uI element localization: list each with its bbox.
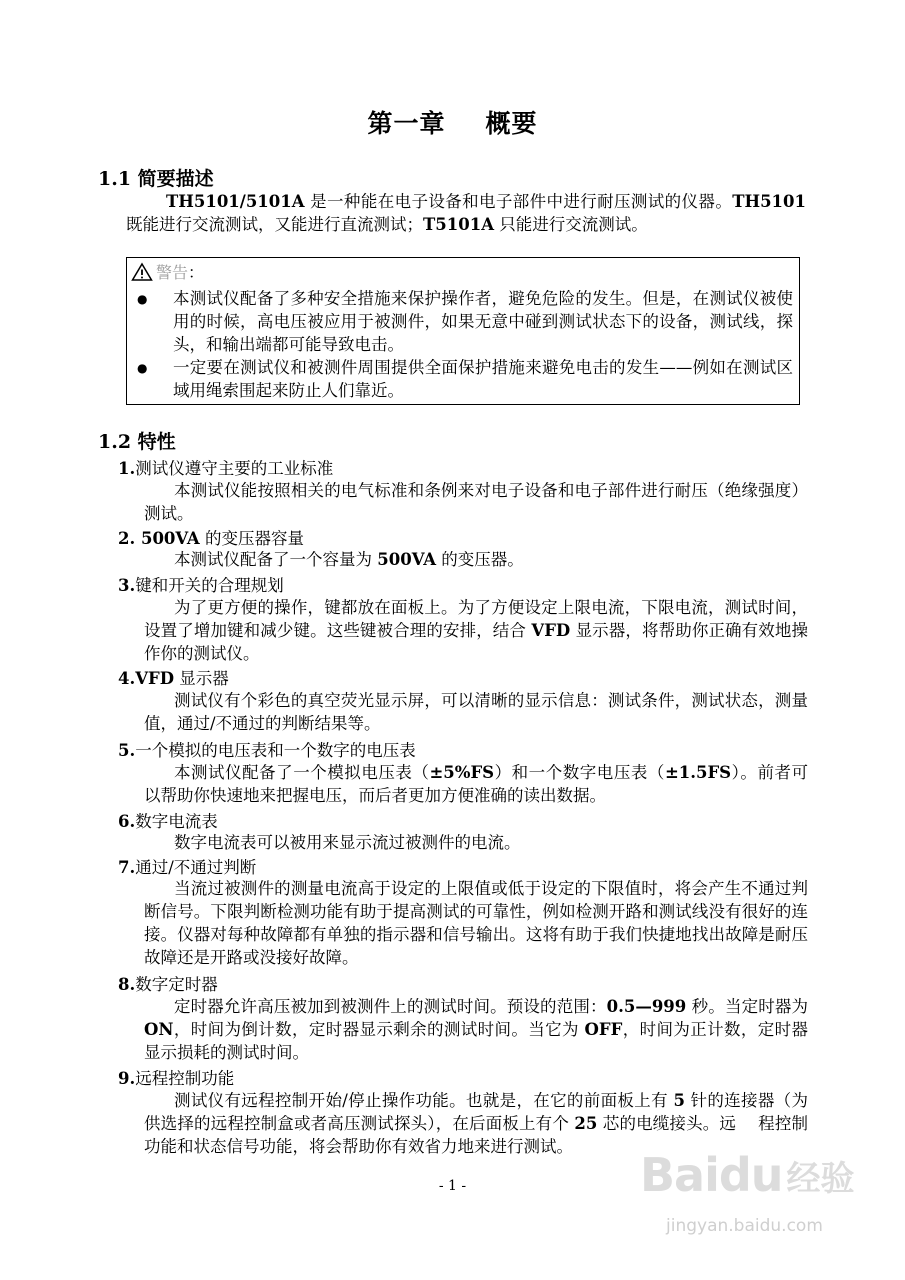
feature-heading: 7.通过/不通过判断 bbox=[118, 858, 257, 877]
feature-heading: 8.数字定时器 bbox=[118, 975, 218, 994]
baidu-watermark bbox=[640, 1148, 880, 1258]
warning-colon: ： bbox=[188, 263, 205, 282]
feature-body: 本测试仪配备了一个容量为 500VA 的变压器。 bbox=[174, 550, 524, 569]
feature-body: 测试仪有远程控制开始/停止操作功能。也就是，在它的前面板上有 5 针的连接器（为供选择的远程控制盒或者高压测试探头），在后面板上有个 25 芯的电缆接头。远 程控制功能和状态信号功能，将会帮助你有效省力地来进行测试。 bbox=[144, 1091, 808, 1156]
warning-item: 一定要在测试仪和被测件周围提供全面保护措施来避免电击的发生——例如在测试区域用绳索围起来防止人们靠近。 bbox=[173, 358, 793, 400]
feature-heading: 9.远程控制功能 bbox=[118, 1069, 235, 1088]
warning-item: 本测试仪配备了多种安全措施来保护操作者，避免危险的发生。但是，在测试仪被使用的时候，高电压被应用于被测件，如果无意中碰到测试状态下的设备，测试线，探头，和输出端都可能导致电击。 bbox=[173, 289, 793, 354]
feature-body: 本测试仪配备了一个模拟电压表（±5%FS）和一个数字电压表（±1.5FS）。前者可以帮助你快速地来把握电压，而后者更加方便准确的读出数据。 bbox=[144, 763, 809, 805]
feature-heading: 3.键和开关的合理规划 bbox=[118, 576, 284, 595]
watermark-logo: Baidu bbox=[640, 1148, 783, 1202]
feature-heading: 6.数字电流表 bbox=[118, 812, 218, 831]
bullet-icon: ● bbox=[137, 361, 148, 375]
feature-body: 为了更方便的操作，键都放在面板上。为了方便设定上限电流，下限电流，测试时间，设置了增加键和减少键。这些键被合理的安排，结合 VFD 显示器，将帮助你正确有效地操作你的测试仪。 bbox=[144, 598, 809, 663]
warning-header bbox=[131, 260, 204, 283]
warning-box bbox=[126, 257, 800, 405]
feature-body: 当流过被测件的测量电流高于设定的上限值或低于设定的下限值时，将会产生不通过判断信号。下限判断检测功能有助于提高测试的可靠性，例如检测开路和测试线没有很好的连接。仪器对每种故障都有单独的指示器和信号输出。这将有助于我们快捷地找出故障是耐压故障还是开路或没接好故障。 bbox=[144, 879, 808, 967]
feature-heading: 2. 500VA 的变压器容量 bbox=[118, 529, 304, 548]
watermark-logo-cn: 经验 bbox=[786, 1158, 855, 1199]
feature-heading: 4.VFD 显示器 bbox=[118, 669, 229, 688]
bullet-icon: ● bbox=[137, 292, 148, 306]
section-1-2-heading: 1.2 特性 bbox=[98, 431, 176, 453]
feature-heading: 1.测试仪遵守主要的工业标准 bbox=[118, 459, 334, 478]
watermark-url: jingyan.baidu.com bbox=[666, 1216, 823, 1236]
feature-body: 本测试仪能按照相关的电气标准和条例来对电子设备和电子部件进行耐压（绝缘强度）测试。 bbox=[144, 481, 808, 523]
page-number: - 1 - bbox=[438, 1178, 467, 1194]
feature-body: 测试仪有个彩色的真空荧光显示屏，可以清晰的显示信息：测试条件，测试状态，测量值，通过/不通过的判断结果等。 bbox=[144, 691, 808, 733]
feature-body: 定时器允许高压被加到被测件上的测试时间。预设的范围：0.5—999 秒。当定时器为 ON，时间为倒计数，定时器显示剩余的测试时间。当它为 OFF，时间为正计数，定时器显示损耗的测试时间。 bbox=[144, 997, 809, 1062]
feature-heading: 5.一个模拟的电压表和一个数字的电压表 bbox=[118, 741, 416, 760]
section-1-1-paragraph: TH5101/5101A 是一种能在电子设备和电子部件中进行耐压测试的仪器。TH5101 既能进行交流测试，又能进行直流测试；T5101A 只能进行交流测试。 bbox=[126, 192, 806, 234]
warning-label: 警告 bbox=[156, 263, 189, 282]
chapter-title: 第一章 概要 bbox=[367, 109, 538, 138]
feature-body: 数字电流表可以被用来显示流过被测件的电流。 bbox=[174, 833, 521, 852]
section-1-1-heading: 1.1 简要描述 bbox=[98, 168, 214, 190]
warning-triangle-icon bbox=[131, 262, 153, 282]
